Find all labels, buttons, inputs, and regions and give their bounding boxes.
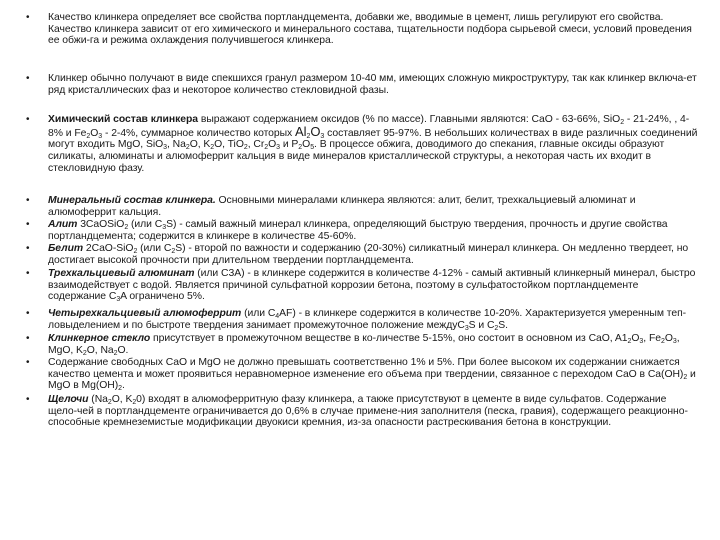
text-run: S) - самый важный минерал клинкера, определяющий быструю твердения, прочность и другие свойства портландцемента; содержится в клинкере в количестве 45-60%.	[48, 219, 668, 242]
bullet-marker: •	[26, 394, 30, 405]
bullet-marker: •	[26, 308, 30, 319]
bullet-marker: •	[26, 357, 30, 368]
emphasis-text: Клинкерное стекло	[48, 333, 151, 344]
subscript-text: 2	[210, 144, 215, 152]
bullet-marker: •	[26, 195, 30, 206]
subscript-text: 3	[163, 144, 167, 152]
emphasis-text: Минеральный состав клинкера.	[48, 195, 216, 206]
paragraph-clinker-granules	[48, 73, 698, 96]
subscript-text: 3	[116, 296, 121, 304]
subscript-text: 2	[660, 338, 665, 345]
subscript-text: 2	[243, 144, 248, 152]
bullet-marker: •	[26, 243, 30, 254]
text-run: (или C3A) - в клинкере содержится в количестве 4-12% - самый активный клинкерный минерал, быстро взаимодействует с водой. Является причиной сульфатной коррозии бетона, поэтому в сульфатостойком портландцементе содержание C	[48, 268, 696, 303]
text-run: , Fe	[643, 333, 661, 344]
subscript-text: 2	[171, 248, 176, 255]
text-run: (или C	[137, 243, 172, 254]
subscript-text: 3	[98, 132, 103, 140]
subscript-text: 2	[82, 349, 87, 357]
text-run: - 2-4%, суммарное количество которых	[102, 127, 296, 139]
subscript-text: 2	[107, 399, 112, 406]
text-run: O, Na	[86, 344, 114, 356]
text-run: присутствует в промежуточном веществе в ко-личестве 5-15%, оно состоит в основном из CaO, A1	[150, 333, 628, 344]
text-run: O, TiO	[214, 139, 244, 151]
text-run: O	[302, 139, 311, 151]
text-run: (Na	[88, 394, 108, 405]
bullet-marker: •	[26, 333, 30, 344]
bullet-marker: •	[26, 12, 30, 23]
bullet-marker: •	[26, 73, 30, 84]
text-run: O	[664, 333, 673, 344]
text-run: выражают содержанием оксидов (% по массе). Главными являются: CaO - 63-66%, SiO	[198, 114, 621, 125]
text-run: составляет 95-97%. В небольших количествах в виде различных соединений могут входить MgO, SiO	[48, 127, 698, 151]
subscript-text: 2	[264, 144, 269, 152]
text-run: S.	[498, 319, 508, 331]
subscript-text: 3	[464, 324, 469, 332]
text-run: Клинкер обычно получают в виде спекшихся гранул размером 10-40 мм, имеющих сложную микроструктуру, так как клинкер включа-ет ряд кристаллических фаз и некоторое количество стекловидной фазы.	[48, 73, 697, 96]
paragraph-aluminoferrite	[48, 308, 698, 331]
subscript-text: 2	[133, 248, 138, 255]
subscript-text: 3	[672, 338, 677, 345]
paragraph-tricalcium-aluminate	[48, 268, 698, 303]
subscript-text: 2	[683, 373, 688, 381]
text-run: O	[268, 139, 277, 151]
emphasis-text: Трехкальциевый алюминат	[48, 268, 195, 279]
paragraph-free-oxides	[48, 357, 698, 392]
text-run: S) - второй по важности и содержанию (20-30%) силикатный минерал клинкера. Он медленно твердеет, но достигает высокой прочности при длительном твердении портландцемента.	[48, 243, 689, 266]
subscript-text: 4	[275, 313, 280, 320]
text-run: O	[310, 123, 321, 139]
subscript-text: 2	[306, 132, 311, 140]
text-run: , MgO, K	[48, 333, 680, 356]
emphasis-text: Белит	[48, 243, 84, 254]
paragraph-chemical-composition	[48, 114, 698, 175]
text-run: Основными минералами клинкера являются: алит, белит, трехкальциевый алюминат и алюмоферрит кальция.	[48, 195, 636, 218]
text-run: 0) входят в алюмоферритную фазу клинкера, а также присутствуют в цементе в виде сульфатов. Содержание щело-чей в портландцементе ограничивается до 0,6% в случае примене-ния заполнителя (песка, гравия), содержащего реакционно-способные кремнеземистые модификации двуокиси кремния, из-за опасности растрескивания бетона в конструкции.	[48, 394, 688, 429]
text-run: S и C	[468, 319, 495, 331]
text-run: (или C	[128, 219, 163, 230]
paragraph-clinker-quality	[48, 12, 698, 47]
text-run: Al	[295, 123, 307, 139]
paragraph-mineral-composition	[48, 195, 698, 218]
text-run: (или C	[241, 308, 276, 319]
emphasis-text: Химический состав клинкера	[48, 114, 199, 125]
subscript-text: 3	[162, 224, 167, 231]
text-run: AF) - в клинкере содержится в количестве 10-20%. Характеризуется умеренным теп-ловыделением и по быстроте твердения занимает промежуточное положение междуC	[48, 308, 687, 331]
text-run: , Cr	[247, 139, 265, 151]
subscript-text: 3	[276, 144, 280, 152]
subscript-text: 2	[113, 349, 118, 357]
emphasis-text: Четырехкальциевый алюмоферрит	[48, 308, 242, 319]
subscript-text: 3	[320, 132, 325, 140]
subscript-text: 2	[620, 119, 625, 126]
text-run: , Na	[166, 139, 186, 151]
text-run: O, K	[111, 394, 133, 405]
bullet-marker: •	[26, 219, 30, 230]
subscript-text: 2	[132, 399, 137, 406]
subscript-text: 3	[639, 338, 644, 345]
text-run: - 21-24%, , 4-8% и Fe	[48, 114, 690, 139]
text-run: .	[122, 380, 125, 392]
text-run: и P	[279, 139, 299, 151]
subscript-text: 2	[494, 324, 499, 332]
paragraph-alite	[48, 219, 698, 242]
emphasis-text: Алит	[48, 219, 78, 230]
subscript-text: 5	[310, 144, 315, 152]
emphasis-text: Щелочи	[48, 394, 89, 405]
paragraph-belite	[48, 243, 698, 266]
text-run: 2CaO-SiO	[83, 243, 134, 254]
text-run: A ограничено 5%.	[120, 291, 205, 303]
subscript-text: 2	[627, 338, 632, 345]
subscript-text: 2	[86, 132, 91, 140]
bullet-marker: •	[26, 268, 30, 279]
text-run: Качество клинкера определяет все свойства портландцемента, добавки же, вводимые в цемент, лишь регулируют его свойства. Качество клинкера зависит от его химического и минерального состава, тщательности подбора сырьевой смеси, условий проведения ее обжи-га и режима охлаждения получившегося клинкера.	[48, 12, 692, 47]
subscript-text: 2	[118, 385, 122, 393]
bullet-marker: •	[26, 114, 30, 125]
text-run: и MgO в Mg(OH)	[48, 368, 696, 392]
text-run: O.	[117, 344, 129, 356]
subscript-text: 2	[124, 224, 129, 231]
text-run: Содержание свободных CaO и MgO не должно превышать соответственно 1% и 5%. При более высоком их содержании снижается качество цемента и может проявиться неравномерное изменение его объема при твердении, связанное с переходом CaO в Ca(OH)	[48, 357, 684, 380]
subscript-text: 2	[185, 144, 190, 152]
text-run: O	[631, 333, 640, 344]
paragraph-clinker-glass	[48, 333, 698, 356]
subscript-text: 2	[298, 144, 303, 152]
text-run: O, K	[189, 139, 211, 151]
text-run: O	[90, 127, 99, 139]
paragraph-alkalis	[48, 394, 698, 429]
text-run: 3CaOSiO	[77, 219, 125, 230]
text-run: . В процессе обжига, доводимого до спекания, главные оксиды образуют силикаты, алюминаты и алюмоферрит кальция в виде минералов кристаллической структуры, а некоторая часть их входит в стекловидную фазу.	[48, 139, 665, 174]
